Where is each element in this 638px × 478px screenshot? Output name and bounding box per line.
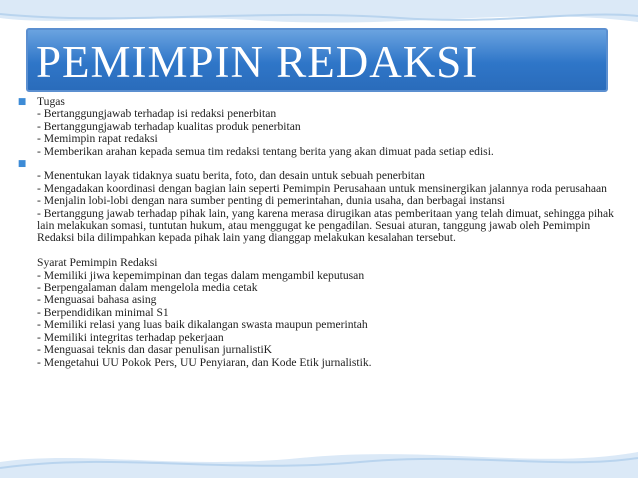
bullet-item <box>15 96 615 158</box>
square-bullet-icon: ■ <box>17 97 27 107</box>
bullet-text-line: - Bertanggungjawab terhadap isi redaksi penerbitan <box>37 107 277 121</box>
bullet-text-line: - Memimpin rapat redaksi <box>37 132 158 146</box>
bullet-text-line: - Memiliki integritas terhadap pekerjaan <box>37 330 224 344</box>
bullet-text-line: - Menentukan layak tidaknya suatu berita, foto, dan desain untuk sebuah penerbitan <box>37 169 425 183</box>
bullet-text-line: - Berpendidikan minimal S1 <box>37 305 169 319</box>
bullet-text-line: - Memiliki jiwa kepemimpinan dan tegas dalam mengambil keputusan <box>37 268 365 282</box>
bullet-text-line: Tugas <box>37 95 65 108</box>
bullet-text-line: - Mengadakan koordinasi dengan bagian lain seperti Pemimpin Perusahaan untuk mensinergikan jalannya roda perusahaan <box>37 181 607 195</box>
bullet-item <box>15 158 615 369</box>
bullet-text-line: Syarat Pemimpin Redaksi <box>37 256 158 270</box>
bullet-text-line: - Menguasai teknis dan dasar penulisan jurnalistiK <box>37 343 273 357</box>
bottom-wave-decoration <box>0 452 638 478</box>
bullet-text-line: - Menguasai bahasa asing <box>37 293 157 307</box>
bullet-text-line: - Menjalin lobi-lobi dengan nara sumber penting di pemerintahan, dunia usaha, dan berbagai instansi <box>37 194 505 208</box>
square-bullet-icon: ■ <box>17 159 27 170</box>
slide-content <box>15 96 615 369</box>
bullet-text-line: - Memberikan arahan kepada semua tim redaksi tentang berita yang akan dimuat pada setiap edisi. <box>37 144 494 158</box>
bullet-text-line: - Memiliki relasi yang luas baik dikalangan swasta maupun pemerintah <box>37 318 368 332</box>
bullet-text-line: - Berpengalaman dalam mengelola media cetak <box>37 281 258 295</box>
bottom-wave-line <box>0 458 638 468</box>
top-wave-decoration <box>0 0 638 23</box>
slide-title: PEMIMPIN REDAKSI <box>36 37 479 87</box>
bullet-text-line: - Bertanggung jawab terhadap pihak lain, yang karena merasa dirugikan atas pemberitaan yang telah dimuat, sehingga pihak lain melakukan somasi, tuntutan hukum, atau menggugat ke pengadilan. Sesuai aturan, tanggung jawab oleh Pemimpin Redaksi bila dilimpahkan kepada pihak lain yang dianggap melakukan kesalahan tersebut. <box>37 206 617 245</box>
bullet-text-line: - Bertanggungjawab terhadap kualitas produk penerbitan <box>37 119 301 133</box>
bullet-text-line: - Mengetahui UU Pokok Pers, UU Penyiaran, dan Kode Etik jurnalistik. <box>37 355 372 369</box>
top-wave-line <box>0 14 638 20</box>
